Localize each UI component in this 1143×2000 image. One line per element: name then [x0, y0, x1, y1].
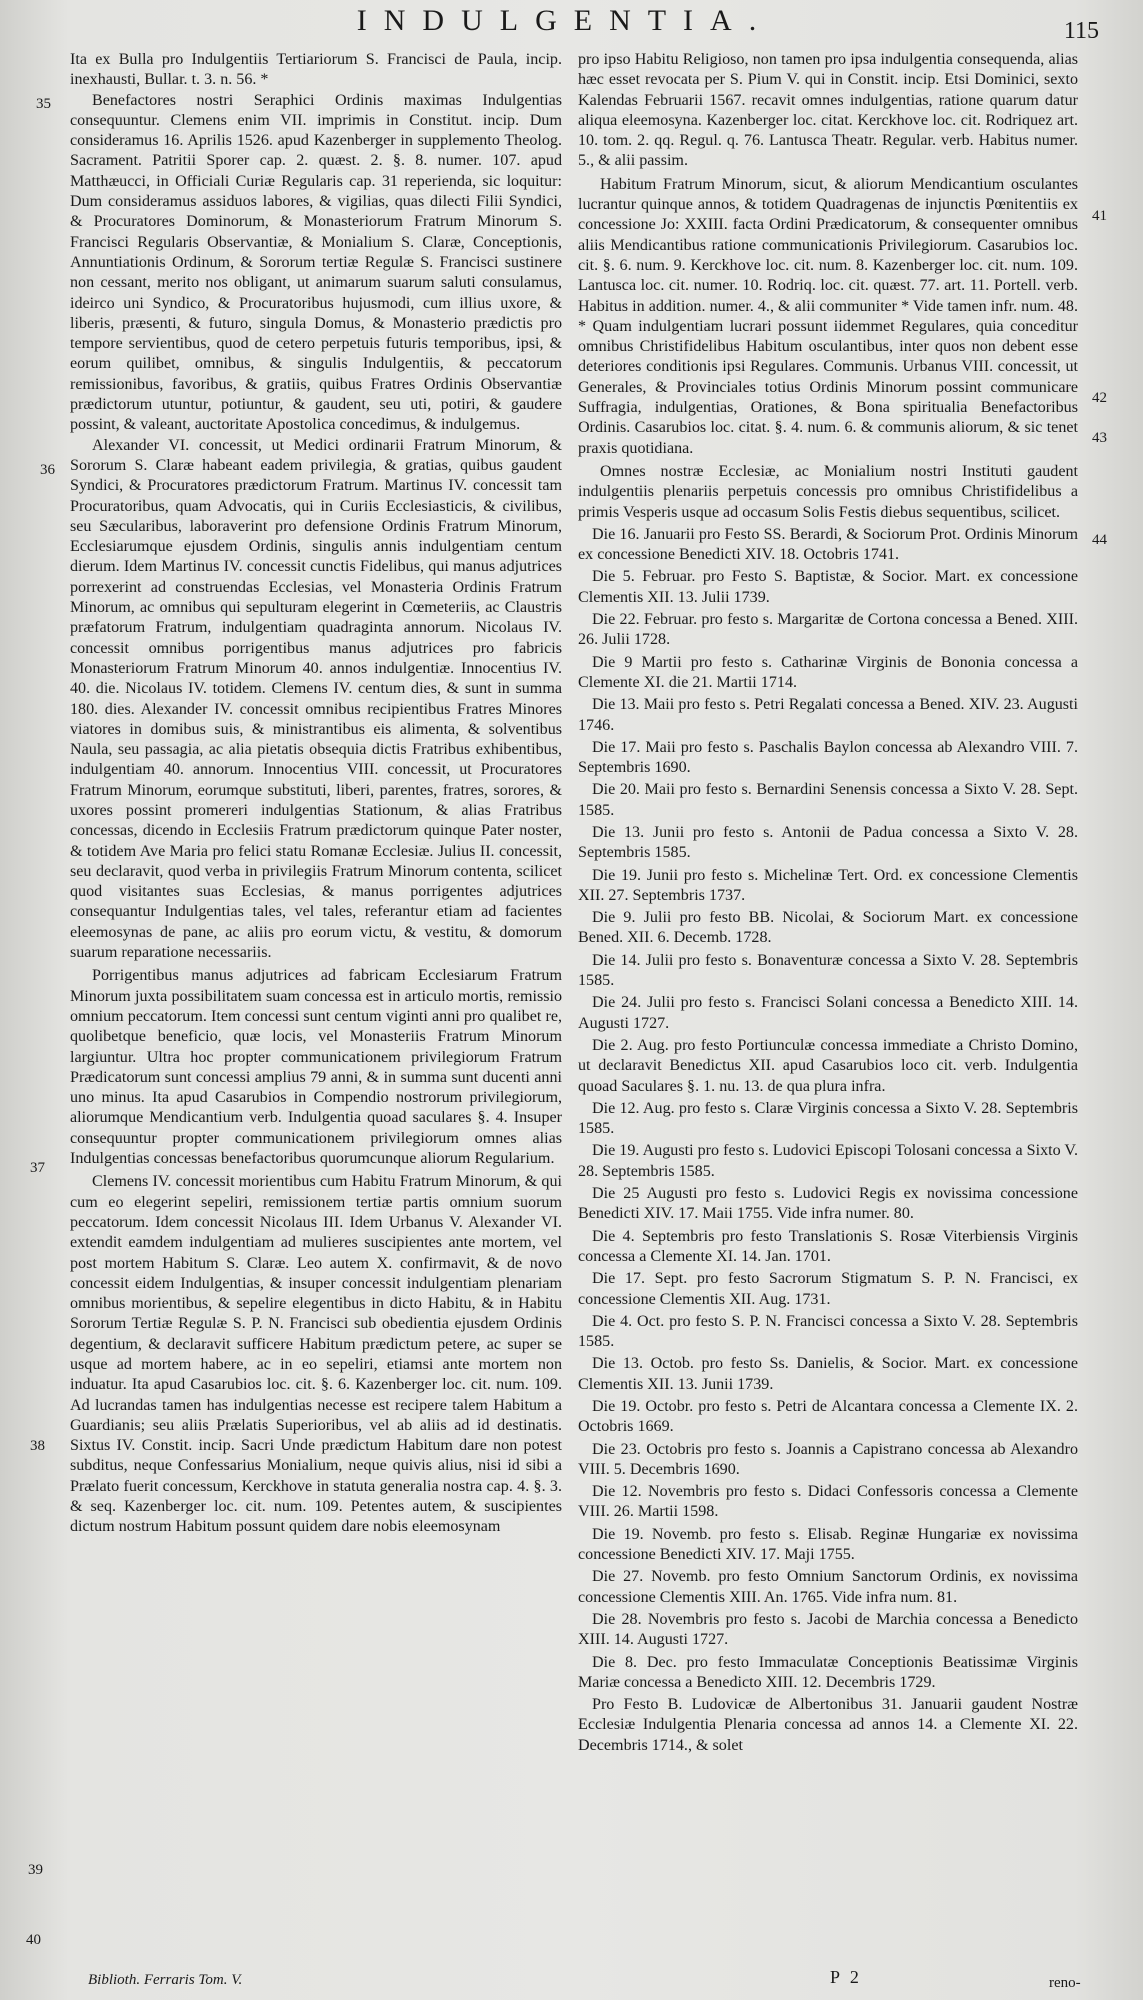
feast-entry: Die 13. Maii pro festo s. Petri Regalati concessa a Bened. XIV. 23. Augusti 1746. — [578, 696, 1078, 734]
feast-entry: Die 13. Octob. pro festo Ss. Danielis, & Socior. Mart. ex concessione Clementis XII. 13. Junii 1739. — [578, 1355, 1078, 1393]
paragraph: Clemens IV. concessit morientibus cum Habitu Fratrum Minorum, & qui cum eo elegerint sepeliri, remissionem tertiæ partis omnium suorum peccatorum. Idem concessit Nicolaus III. Idem Urbanus V. Alexander VI. extendit eamdem indulgentiam ad mulieres suscipientes ante mortem, vel post mortem Habitum S. Claræ. Leo autem X. confirmavit, & de novo concessit eidem Indulgentias, & insuper concessit indulgentiam plenariam omnibus morientibus, & sepelire elegentibus in dicto Habitu, & in Habitu Sororum Tertiæ Regulæ S. P. N. Francisci sub obedientia ejusdem Ordinis degentium, & declaravit sufficere Habitum prædictum petere, ac super se usque ad mortem habere, ac in eo sepeliri, etiamsi ante mortem non induatur. Ita apud Casarubios loc. cit. §. 6. Kazenberger loc. cit. num. 109. Ad lucrandas tamen has indulgentias necesse est recipere talem Habitum a Guardianis; seu aliis Prælatis Superioribus, vel ab aliis ad id destinatis. Sixtus IV. Constit. incip. Sacri Unde prædictum Habitum dare non potest subditus, neque Confessarius Monialium, neque quivis alius, nisi id sibi a Prælato fuerit concessum, Kerckhove in statuta generalia nostra cap. 4. §. 3. & seq. Kazenberger loc. cit. num. 109. Petentes autem, & suscipientes dictum nostrum Habitum possunt quidem dare nobis eleemosynam — [70, 1173, 562, 1536]
footer-reference: Biblioth. Ferraris Tom. V. — [88, 1972, 243, 1988]
paragraph: Alexander VI. concessit, ut Medici ordinarii Fratrum Minorum, & Sororum S. Claræ habeant eadem privilegia, & gratias, quibus gaudent Syndici, & Procuratores prædictorum Fratrum. Martinus IV. concessit tam Procuratoribus, quam Advocatis, qui in Curiis Ecclesiasticis, & civilibus, seu Sæcularibus, laboraverint pro defensione Ordinis Fratrum Minorum, Ecclesiarumque ejusdem Ordinis, singulis annis indulgentiam centum dierum. Idem Martinus IV. concessit cunctis Fidelibus, qui manus adjutrices porrexerint ad construendas Ecclesias, vel Monasteria Ordinis Fratrum Minorum, ac omnibus qui sepulturam elegerint in Cœmeteriis, ac Claustris præfatorum Fratrum, indulgentiam quadraginta annorum. Nicolaus IV. concessit omnibus porrigentibus manus adjutrices pro fabricis Monasteriorum Fratrum Minorum 40. annos indulgentiæ. Innocentius IV. 40. die. Nicolaus IV. totidem. Clemens IV. centum dies, & sunt in summa 180. dies. Alexander IV. concessit omnibus recipientibus Fratres Minores viatores in domibus suis, & ministrantibus eis alimenta, & solventibus Naula, seu passagia, ac alia pietatis obsequia dictis Fratribus exhibentibus, indulgentiam 40. annorum. Innocentius VIII. concessit, ut Procuratores Fratrum Minorum, eorumque substituti, liberi, parentes, fratres, sorores, & uxores possint promereri indulgentias Stationum, & alias Fratribus concessas, dicendo in Ecclesiis Fratrum prædictorum quinque Pater noster, & totidem Ave Maria pro felici statu Romanæ Ecclesiæ. Julius II. concessit, seu declaravit, quod verba in privilegiis Fratrum Minorum contenta, scilicet quod visitantes suas Ecclesias, & manus porrigentes adjutrices consequantur Indulgentias tales, vel tales, referantur etiam ad facientes eleemosynas de pane, ac aliis pro eorum victu, & vestitu, & domorum suarum reparatione necessariis. — [70, 436, 562, 962]
margin-number: 42 — [1092, 390, 1107, 406]
feast-entry: Die 24. Julii pro festo s. Francisci Solani concessa a Benedicto XIII. 14. Augusti 1727. — [578, 994, 1078, 1032]
feast-entry: Die 2. Aug. pro festo Portiunculæ concessa immediate a Christo Domino, ut declaravit Benedictus XII. apud Casarubios loco cit. verb. Indulgentia quoad Saculares §. 1. nu. 13. de qua plura infra. — [578, 1036, 1078, 1095]
margin-number: 41 — [1092, 208, 1107, 224]
feast-entry: Die 28. Novembris pro festo s. Jacobi de Marchia concessa a Benedicto XIII. 14. Augusti 1727. — [578, 1610, 1078, 1649]
paragraph: Omnes nostræ Ecclesiæ, ac Monialium nostri Instituti gaudent indulgentiis plenariis perpetuis concessis pro omnibus Christifidelibus a primis Vesperis usque ad occasum Solis Festis diebus sequentibus, scilicet. — [578, 462, 1078, 521]
margin-number: 39 — [28, 1862, 43, 1878]
feast-entry: Die 23. Octobris pro festo s. Joannis a Capistrano concessa ab Alexandro VIII. 5. Decembris 1690. — [578, 1440, 1078, 1478]
paragraph: pro ipso Habitu Religioso, non tamen pro ipsa indulgentia consequenda, alias hæc esset revocata per S. Pium V. qui in Constit. incip. Etsi Dominici, sexto Kalendas Februarii 1567. recavit omnes indulgentias, ratione quarum datur aliqua eleemosyna. Kazenberger loc. citat. Kerckhove loc. cit. Rodriquez art. 10. tom. 2. qq. Regul. q. 76. Lantusca Theatr. Regular. verb. Habitus numer. 5., & alii passim. — [578, 51, 1078, 170]
feast-entry: Die 5. Februar. pro Festo S. Baptistæ, & Socior. Mart. ex concessione Clementis XII. 13. Julii 1739. — [578, 568, 1078, 606]
feast-entry: Die 17. Sept. pro festo Sacrorum Stigmatum S. P. N. Francisci, ex concessione Clementis XII. Aug. 1731. — [578, 1270, 1078, 1308]
paragraph: Ita ex Bulla pro Indulgentiis Tertiariorum S. Francisci de Paula, incip. inexhausti, Bullar. t. 3. n. 56. * — [70, 51, 562, 89]
margin-number: 40 — [26, 1932, 41, 1948]
margin-number: 35 — [36, 96, 51, 112]
margin-number: 43 — [1092, 430, 1107, 446]
feast-entry: Pro Festo B. Ludovicæ de Albertonibus 31. Januarii gaudent Nostræ Ecclesiæ Indulgentia Plenaria concessa ad annos 14. a Clemente XI. 22. Decembris 1714., & solet — [578, 1696, 1078, 1754]
signature-mark: P 2 — [830, 1967, 862, 1987]
page-title: INDULGENTIA. — [356, 4, 774, 37]
feast-entry: Die 27. Novemb. pro festo Omnium Sanctorum Ordinis, ex novissima concessione Clementis XIII. An. 1765. Vide infra num. 81. — [578, 1568, 1078, 1606]
feast-entry: Die 17. Maii pro festo s. Paschalis Baylon concessa ab Alexandro VIII. 7. Septembris 1690. — [578, 738, 1078, 777]
paragraph: Porrigentibus manus adjutrices ad fabricam Ecclesiarum Fratrum Minorum juxta possibilitatem suam concessa est in articulo mortis, remissio omnium peccatorum. Item concessi sunt centum viginti anni pro qualibet re, quolibetque beneficio, quæ locis, vel Monasteriis Fratrum Minorum largiuntur. Ultra hoc propter communicationem privilegiorum Fratrum Prædicatorum sunt concessi amplius 79 anni, & in summa sunt ducenti anni uno minus. Ita apud Casarubios in Compendio nostrorum privilegiorum, aliorumque Mendicantium verb. Indulgentia quoad saculares §. 4. Insuper consequuntur propter communicationem privilegiorum omnes alias Indulgentias concessas benefactoribus quorumcunque aliorum Regularium. — [70, 967, 562, 1168]
feast-entry: Die 14. Julii pro festo s. Bonaventuræ concessa a Sixto V. 28. Septembris 1585. — [578, 951, 1078, 990]
feast-entry: Die 8. Dec. pro festo Immaculatæ Conceptionis Beatissimæ Virginis Mariæ concessa a Benedicto XIII. 12. Decembris 1729. — [578, 1653, 1078, 1691]
feast-entry: Die 20. Maii pro festo s. Bernardini Senensis concessa a Sixto V. 28. Sept. 1585. — [578, 781, 1078, 819]
paragraph: Habitum Fratrum Minorum, sicut, & aliorum Mendicantium osculantes lucrantur quinque annos, & totidem Quadragenas de injunctis Pœnitentiis ex concessione Jo: XXIII. facta Ordini Prædicatorum, & consequenter omnibus aliis Mendicantibus ratione communicationis Privilegiorum. Casarubios loc. cit. §. 6. num. 9. Kerckhove loc. cit. num. 8. Kazenberger loc. cit. num. 109. Lantusca loc. cit. numer. 10. Rodriq. loc. cit. quæst. 77. art. 11. Portell. verb. Habitus in addition. numer. 4., & alii communiter * Vide tamen infr. num. 48. * Quam indulgentiam lucrari possunt iidemmet Regulares, quia conceditur omnibus Christifidelibus Habitum osculantibus, inter quos non debent esse deteriores conditionis ipsi Regulares. Communis. Urbanus VIII. concessit, ut Generales, & Provinciales totius Ordinis Minorum possint communicare Suffragia, indulgentias, Orationes, & Bona spiritualia Benefactoribus Ordinis. Casarubios loc. citat. §. 4. num. 6. & communis aliorum, & sic tenet praxis quotidiana. — [578, 175, 1078, 457]
feast-entry: Die 4. Oct. pro festo S. P. N. Francisci concessa a Sixto V. 28. Septembris 1585. — [578, 1312, 1078, 1351]
catchword: reno- — [1049, 1975, 1081, 1991]
left-column — [70, 50, 562, 1538]
margin-number: 44 — [1092, 532, 1107, 548]
feast-entry: Die 19. Augusti pro festo s. Ludovici Episcopi Tolosani concessa a Sixto V. 28. Septembris 1585. — [578, 1142, 1078, 1180]
paragraph: Benefactores nostri Seraphici Ordinis maximas Indulgentias consequuntur. Clemens enim VII. imprimis in Constitut. incip. Dum consideramus 16. Aprilis 1526. apud Kazenberger in supplemento Theolog. Sacrament. Patritii Sporer cap. 2. quæst. 2. §. 8. numer. 107. apud Matthæucci, in Officiali Curiæ Regularis cap. 31 reperienda, sic loquitur: Dum consideramus assiduos labores, & vigilias, quas dilecti Filii Syndici, & Procuratores Dominorum, & Monasteriorum Fratrum Minorum S. Francisci Regularis Observantiæ, & Monialium S. Claræ, Conceptionis, Annuntiationis Ordinum, & Sororum tertiæ Regulæ S. Francisci sustinere non cessant, merito nos obligant, ut animarum suarum saluti consulamus, ideirco uni Syndico, & Procuratoribus hujusmodi, cum illius uxore, & liberis, præsenti, & futuro, singula Domus, & Monasterio prædictis pro tempore servientibus, quod de cetero perpetuis futuris temporibus, ipsi, & eorum quilibet, omnibus, & singulis Indulgentiis, & peccatorum remissionibus, favoribus, & gratiis, quibus Fratres Ordinis Observantiæ prædictorum utuntur, potiuntur, & gaudent, seu uti, potiri, & gaudere possint, & valeant, auctoritate Apostolica concedimus, & indulgemus. — [70, 91, 562, 434]
page-number: 115 — [1063, 18, 1099, 44]
right-column — [578, 50, 1078, 1756]
feast-entry: Die 9. Julii pro festo BB. Nicolai, & Sociorum Mart. ex concessione Bened. XII. 6. Decemb. 1728. — [578, 909, 1078, 947]
margin-number: 36 — [40, 462, 55, 478]
running-head — [0, 4, 1143, 44]
margin-number: 37 — [30, 1160, 45, 1176]
feast-entry: Die 4. Septembris pro festo Translationis S. Rosæ Viterbiensis Virginis concessa a Clemente XI. 14. Jan. 1701. — [578, 1227, 1078, 1265]
feast-entry: Die 12. Novembris pro festo s. Didaci Confessoris concessa a Clemente VIII. 26. Martii 1598. — [578, 1483, 1078, 1521]
feast-entry: Die 22. Februar. pro festo s. Margaritæ de Cortona concessa a Bened. XIII. 26. Julii 1728. — [578, 611, 1078, 649]
feast-entry: Die 9 Martii pro festo s. Catharinæ Virginis de Bononia concessa a Clemente XI. die 21. Martii 1714. — [578, 653, 1078, 691]
feast-entry: Die 19. Novemb. pro festo s. Elisab. Reginæ Hungariæ ex novissima concessione Benedicti XIV. 17. Maji 1755. — [578, 1525, 1078, 1564]
margin-number: 38 — [30, 1438, 45, 1454]
feast-entry: Die 12. Aug. pro festo s. Claræ Virginis concessa a Sixto V. 28. Septembris 1585. — [578, 1099, 1078, 1138]
feast-entry: Die 19. Octobr. pro festo s. Petri de Alcantara concessa a Clemente IX. 2. Octobris 1669. — [578, 1398, 1078, 1436]
feast-entry: Die 16. Januarii pro Festo SS. Berardi, & Sociorum Prot. Ordinis Minorum ex concessione Benedicti XIV. 18. Octobris 1741. — [578, 525, 1078, 564]
feast-entry: Die 19. Junii pro festo s. Michelinæ Tert. Ord. ex concessione Clementis XII. 27. Septembris 1737. — [578, 866, 1078, 904]
feast-entry: Die 25 Augusti pro festo s. Ludovici Regis ex novissima concessione Benedicti XIV. 17. Maii 1755. Vide infra numer. 80. — [578, 1185, 1078, 1223]
feast-entry: Die 13. Junii pro festo s. Antonii de Padua concessa a Sixto V. 28. Septembris 1585. — [578, 823, 1078, 862]
